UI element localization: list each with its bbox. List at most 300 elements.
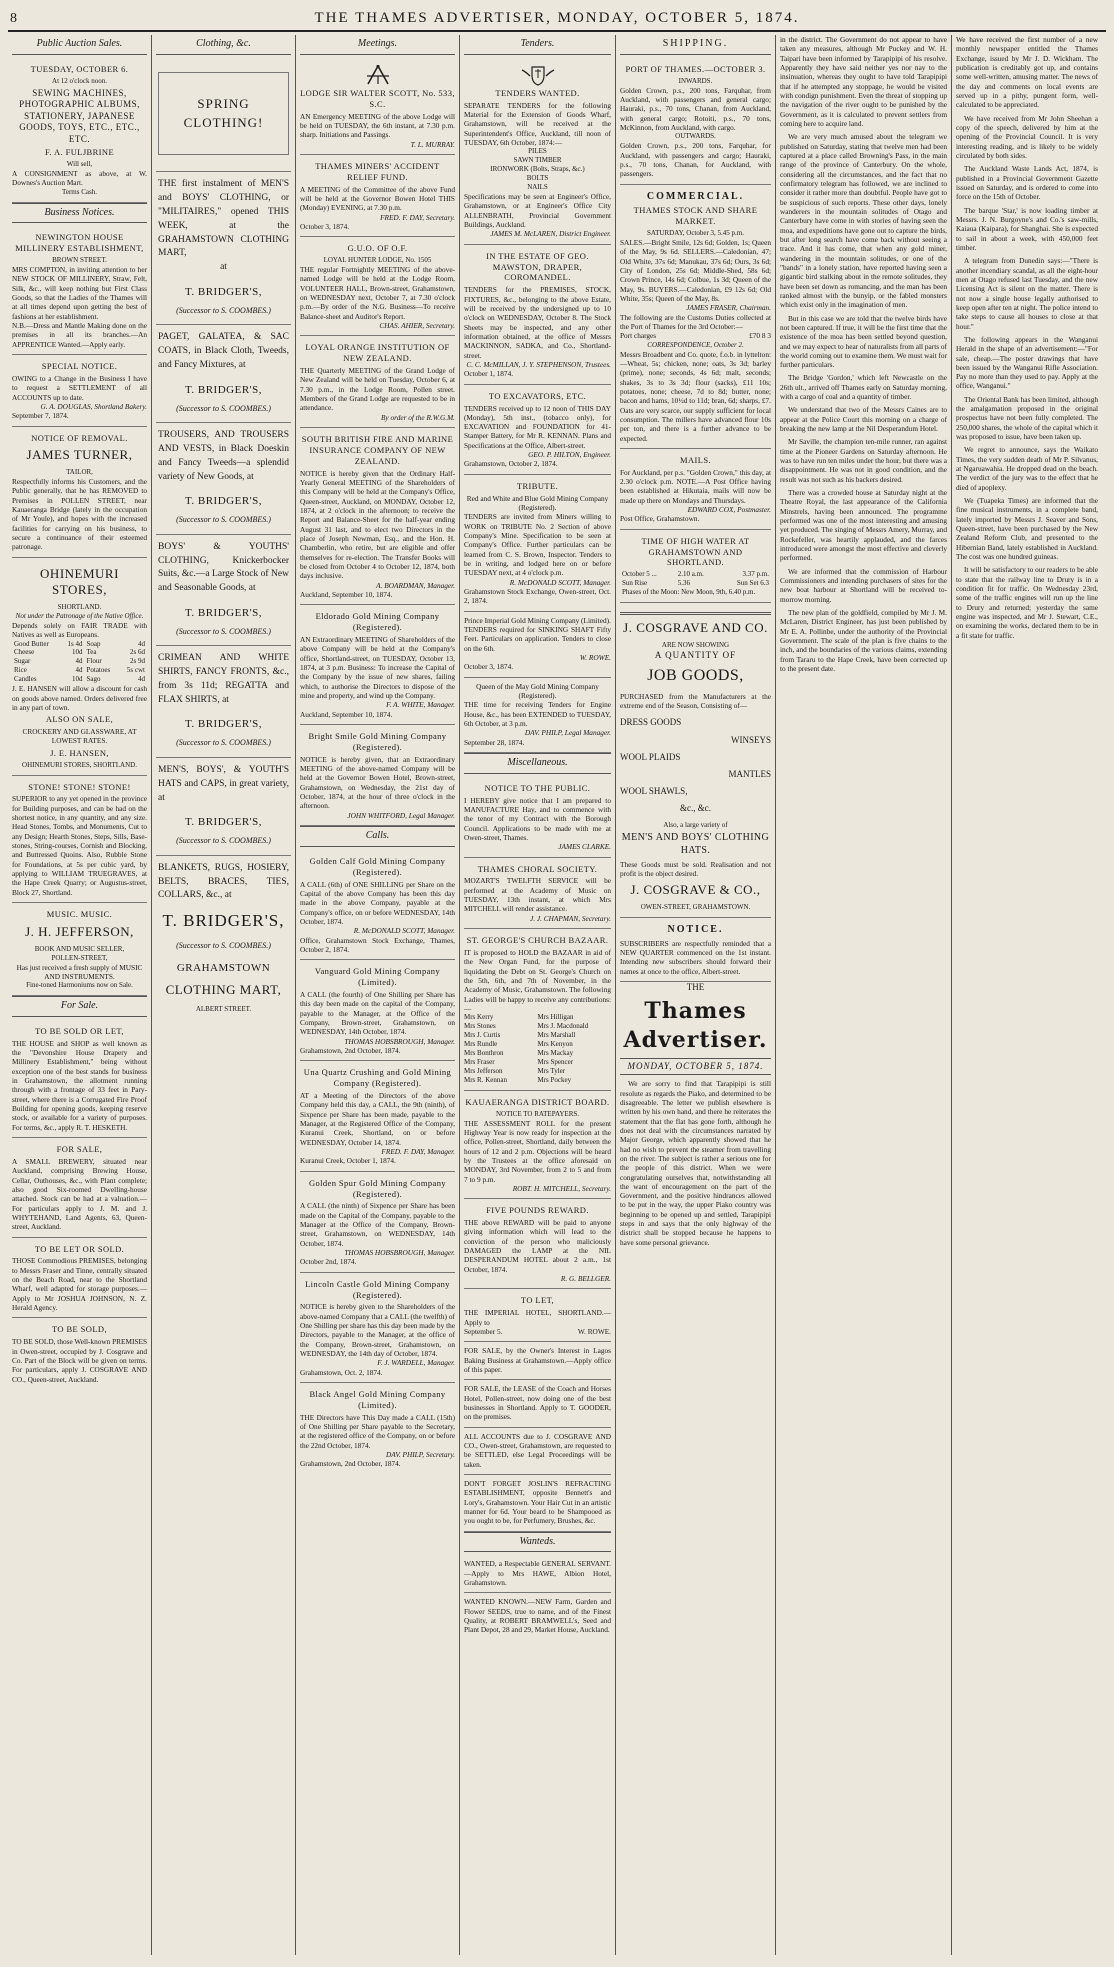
tailor-name: JAMES TURNER, — [26, 447, 133, 463]
ad-body: NOTICE is hereby given that the Ordinary Half-Yearly General MEETING of the Shareholders of this Company will be held at the Company's Office, Queen-street, Auckland, on MONDAY, October 12, 1874, at 2 o'clock in the afternoon; to receive the Report and Balance-Sheet for the half-year ending August 31 last, and to elect two Directors in the place of Joseph Newman, Esq., and the Hon. H. Chamberlin, who retire, but are eligible and offer themselves for re-election. The Transfer Books will be closed from October 4 to October 12, 1874, both days inclusive. — [300, 468, 455, 581]
section-heading: Public Auction Sales. — [12, 35, 147, 55]
bridger-successor: (Successor to S. COOMBES.) — [176, 403, 271, 413]
price-row: Rice 4d Potatoes 5s cwt — [14, 666, 145, 675]
news-paragraph: We are very much amused about the telegram we published on Saturday, stating that twelve men had been captured at a place called Browning's Pass, in the main range of the province of Canterbury. On the whole, considering all the circumstances, and the fact that no confirmatory telegram has followed, we are inclined to consider it rather more than doubtful. People have got to be suspicious of such reports. These other days, lonely wanderers in the mountain solitudes of Otago and Canterbury have come in with stories of having seen the moa, and expeditions have gone out to capture the birds, but after long search have come back without seeing a trace. And it has come, that when any gold miner, wandering in the mountain solitudes, or one of the "bands" in a lonely station, have reported having seen a gigantic bird stalking about in the remote solitudes, they have been set down as romancing, and the man has been ranked almost with the bunyip, or the fabled monsters which exist only in the imagination of men. — [780, 132, 947, 310]
ad-date: September 7, 1874. — [12, 411, 69, 421]
ad-title: TO BE LET OR SOLD. — [34, 1243, 125, 1254]
price-row: Sugar 4d Flour 2s 9d — [14, 657, 145, 666]
masthead — [8, 6, 1106, 32]
section-heading: SHIPPING. — [620, 35, 771, 55]
list-item: Mrs Spencer — [537, 1057, 574, 1066]
ad-signature: C. C. McMILLAN, J. Y. STEPHENSON, Trustees. — [466, 359, 611, 369]
divider — [620, 612, 771, 615]
ad-title: TO EXCAVATORS, ETC. — [488, 390, 587, 401]
proprietor: J. E. HANSEN, — [50, 747, 109, 758]
church-bazaar-ad — [464, 929, 611, 1091]
list-item: Mrs Mackay — [537, 1049, 574, 1058]
bridger-ad-6 — [156, 758, 291, 856]
mails-body: For Auckland, per p.s. "Golden Crown," this day, at 2.30 o'clock p.m. NOTE.—A Post Office having been established at Hikutaia, mails will now be made up there on Mondays and Thursdays. — [620, 467, 771, 505]
ad-body: BOYS' & YOUTHS' CLOTHING, Knickerbocker Suits, &c.—a Large Stock of New and Seasonable Goods, at — [158, 541, 289, 594]
ad-signature: FRED. F. DAY, Secretary. — [380, 212, 455, 222]
mails-title: MAILS. — [680, 454, 711, 465]
ad-body: Has just received a fresh supply of MUSIC AND INSTRUMENTS. — [16, 962, 143, 981]
ad-title: Eldorado Gold Mining Company (Registered). — [315, 611, 440, 633]
ad-signature: JAMES M. McLAREN, District Engineer. — [490, 229, 611, 239]
ad-body: IT is proposed to HOLD the BAZAAR in aid of the New Organ Fund, for the purpose of liquidating the Debt on St. George's Church on the 5th, 6th, and 7th of November, in the Academy of Music, Grahamstown. The following Ladies will be happy to receive any contributions:— — [464, 947, 611, 1013]
ad-title: LOYAL ORANGE INSTITUTION OF NEW ZEALAND. — [305, 342, 450, 364]
cosgrave-ad — [620, 603, 771, 918]
news-paragraph: We are informed that the commission of Harbour Commissioners and intending purchasers of sites for the new boat harbour at Shortland will be received to-morrow morning. — [780, 566, 947, 604]
cosgrave-items — [620, 710, 771, 821]
ad-subtitle: BROWN STREET. — [52, 256, 107, 265]
ad-signature: A. BOARDMAN, Manager. — [376, 580, 455, 590]
tribute-ad — [464, 475, 611, 612]
lincoln-castle-ad — [300, 1273, 455, 1383]
ad-title: KAUAERANGA DISTRICT BOARD. — [465, 1096, 610, 1107]
bridger-name: T. BRIDGER'S, — [184, 816, 263, 829]
ad-body: TENDERS received up to 12 noon of THIS DAY (Monday), 5th inst., (tobacco only), for EXCAVATION and FOUNDATION for 41-Stamper Battery, for Mr R. KENNAN. Plans and Specifications at the Office, Albert-street. — [464, 403, 611, 450]
ad-date: Kuranui Creek, October 1, 1874. — [300, 1156, 396, 1166]
section-heading: For Sale. — [12, 996, 147, 1017]
price-row: Candles 10d Sago 4d — [14, 675, 145, 684]
public-notice-ad — [464, 777, 611, 858]
mails-signature: EDWARD COX, Postmaster. — [687, 505, 771, 515]
section-heading: Clothing, &c. — [156, 35, 291, 55]
ad-body: A CALL (the ninth) of Sixpence per Share has been made on the Capital of the Company, payable to the Manager at the Office of the Company, Brown-street, Grahamstown, on WEDNESDAY, 14th October, 1874. — [300, 1201, 455, 1248]
spring-clothing-title: SPRING CLOTHING! — [158, 72, 289, 156]
outwards-body: Golden Crown, p.s., 200 tons, Farquhar, for Auckland, with passengers and cargo; Hauraki, p.s., 70 tons, Chanan, for Auckland, with passengers. — [620, 141, 771, 179]
ad-body: THE regular Fortnightly MEETING of the above-named Lodge will be held at the Lodge Room, VOLUNTEER HALL, Brown-street, Grahamstown, on WEDNESDAY next, October 7, at 7.30 o'clock p.m.—By order of the N.G. Business—To receive Balance-sheet and Auditor's Report. — [300, 265, 455, 321]
bridger-name: T. BRIDGER'S, — [184, 606, 263, 619]
spring-clothing-ad — [156, 58, 291, 173]
ad-body: THE Quarterly MEETING of the Grand Lodge of New Zealand will be held on Tuesday, October 6, at 7.30 p.m., in the Lodge Room, Pollen street. Members of the Grand Lodge are requested to be in attendance. — [300, 366, 455, 413]
auction-body: A CONSIGNMENT as above, at W. Downes's Auction Mart. — [12, 169, 147, 188]
special-notice-ad — [12, 355, 147, 427]
ad-title: ST. GEORGE'S CHURCH BAZAAR. — [466, 935, 609, 946]
small-ad — [464, 1342, 611, 1380]
section-heading: Tenders. — [464, 35, 611, 55]
ad-body: TO BE SOLD, those Well-known PREMISES in Owen-street, occupied by J. Cosgrave and Co. Part of the Block will be given on terms. For particulars, apply J. COSGRAVE AND CO., Queen-street, Auckland. — [12, 1337, 147, 1384]
material-item: NAILS — [527, 183, 548, 192]
millinery-ad — [12, 226, 147, 355]
commercial-section — [620, 185, 771, 449]
ad-title: LODGE SIR WALTER SCOTT, No. 533, S.C. — [300, 87, 455, 109]
ad-footer: Specifications may be seen at Engineer's Office, Grahamstown, or at Engineer's Office City ALLENBRATH, Provincial Government Buildings, Auckland. — [464, 192, 611, 230]
bridger-ad-1 — [156, 172, 291, 325]
share-market-body: SALES.—Bright Smile, 12s 6d; Golden, 1s; Queen of the May, 9s 6d. SELLERS.—Caledonian, 47; Old White, 37s 6d; Manukau, 37s 6d; Ours, 3s 6d; City of London, 25s 6d; Middle-Shed, 58s 6d; Crown Prince, 14s 6d; Colbue, 1s 3d; Queen of the May, 9s. BUYERS.—Caledonian, £9 12s 6d; Old White, 35s; Queen of the May, 8s. — [620, 238, 771, 303]
customs-body: The following are the Customs Duties collected at the Port of Thames for the 3rd October:— — [620, 312, 771, 331]
ad-title: Prince Imperial Gold Mining Company (Limited). — [464, 615, 611, 625]
ad-body: BLANKETS, RUGS, HOSIERY, BELTS, BRACES, TIES, COLLARS, &c., at — [158, 862, 289, 901]
ad-body: FOR SALE, by the Owner's Interest in Lagos Baking Business at Grahamstown.—Apply office of this paper. — [464, 1346, 611, 1374]
share-market-signature: JAMES FRASER, Chairman. — [686, 303, 771, 313]
news-paragraph: The Bridge 'Gordon,' which left Newcastle on the 26th ult., arrived off Thames early on Saturday morning, with a cargo of coal and a quantity of timber. — [780, 373, 947, 402]
mails-date: Post Office, Grahamstown. — [620, 514, 700, 524]
bridger-successor: (Successor to S. COOMBES.) — [176, 515, 271, 525]
sale-ad — [12, 1318, 147, 1389]
ad-date: Office, Grahamstown Stock Exchange, Thames, October 2, 1874. — [300, 935, 455, 954]
bridger-ad-7 — [156, 856, 291, 1022]
news-paragraph: We (Tuapeka Times) are informed that the fine musical instruments, in a complete band, lately imported by Messrs J. Seaver and Sons, Queen-street, have been purchased by the New Zealand Reform Club, and presented to the Hibernian Band, lately established in Auckland. The cost was one hundred guineas. — [956, 496, 1098, 562]
section-heading: Wanteds. — [464, 1532, 611, 1553]
column-news-1 — [776, 35, 952, 1955]
ad-body: FOR SALE, the LEASE of the Coach and Horses Hotel, Pollen-street, now doing one of the best businesses in Shortland. Apply to T. GOODER, on the premises. — [464, 1384, 611, 1422]
ad-title: G.U.O. OF O.F. — [347, 243, 408, 254]
ad-title: NOTICE OF REMOVAL. — [31, 432, 128, 443]
coat-of-arms-icon — [464, 64, 611, 86]
section-heading: Miscellaneous. — [464, 753, 611, 774]
ad-signature: CHAS. AHIER, Secretary. — [379, 321, 455, 331]
customs-row — [620, 331, 771, 340]
section-heading: Calls. — [300, 826, 455, 847]
wanted-ad — [464, 1593, 611, 1639]
table-row: October 5 ... 2.10 a.m. 3.37 p.m. — [622, 570, 769, 579]
paper-dateline: MONDAY, OCTOBER 5, 1874. — [620, 1058, 771, 1076]
ad-title: TRIBUTE. — [516, 480, 559, 491]
cosgrave-also: Also, a large variety of — [663, 820, 728, 829]
auction-date: TUESDAY, OCTOBER 6. — [30, 63, 129, 74]
seller-name: J. H. JEFFERSON, — [25, 923, 134, 939]
tenders-wanted-ad — [464, 58, 611, 245]
list-item: Mrs Stones — [464, 1022, 496, 1031]
ad-signature: W. ROWE. — [579, 652, 611, 662]
editorial — [620, 982, 771, 1247]
ad-date: Grahamstown Stock Exchange, Owen-street, Oct. 2, 1874. — [464, 586, 611, 606]
ad-signature: R. McDONALD SCOTT, Manager. — [509, 577, 611, 587]
commercial-title: COMMERCIAL. — [646, 190, 745, 202]
ad-title: STONE! STONE! STONE! — [28, 781, 131, 792]
prince-imperial-ad — [464, 612, 611, 678]
list-item: WINSEYS — [731, 734, 771, 745]
bridger-successor: (Successor to S. COOMBES.) — [176, 940, 271, 950]
port-title: PORT OF THAMES.—OCTOBER 3. — [625, 63, 766, 74]
ad-title: Una Quartz Crushing and Gold Mining Company (Registered). — [303, 1067, 452, 1089]
ad-at: at — [220, 262, 227, 273]
ad-signature: R. McDONALD SCOTT, Manager. — [353, 926, 455, 936]
material-item: BOLTS — [526, 174, 549, 183]
ad-body: WANTED, a Respectable GENERAL SERVANT.—Apply to Mrs HAWE, Albion Hotel, Grahamstown. — [464, 1559, 611, 1588]
stone-ad — [12, 776, 147, 903]
vanguard-ad — [300, 960, 455, 1061]
news-paragraph: A telegram from Dunedin says:—"There is another incendiary scandal, as all the eight-hour men at Otago refused last Tuesday, and the new Licensing Act is silent on the matter. There is not now a single house legally authorised to keep open after ten at night. The police intend to take steps to cause all houses to close at that hour." — [956, 256, 1098, 331]
column-tenders — [460, 35, 616, 1955]
district-board-ad — [464, 1091, 611, 1199]
ad-title: TO BE SOLD OR LET, — [35, 1025, 124, 1036]
ad-body: THOSE Commodious PREMISES, belonging to Messrs Fraser and Tinne, centrally situated on the Beach Road, near to the Shortland Wharf, well adapted for storage purposes.—Apply to Mr JOSHUA JOHNSON, N. Z. Herald Agency. — [12, 1256, 147, 1313]
sale-ad — [12, 1138, 147, 1238]
price-row: Cheese 10d Tea 2s 6d — [14, 648, 145, 657]
ad-body: OWING to a Change in the Business I have to request a SETTLEMENT of all ACCOUNTS up to date. — [12, 373, 147, 402]
cosgrave-qty: A QUANTITY OF — [654, 649, 737, 660]
ad-title: Lincoln Castle Gold Mining Company (Registered). — [305, 1278, 450, 1300]
ad-body: NOTICE is hereby given, that an Extraordinary MEETING of the above-named Company will be held at the Governor Bowen Hotel, Brown-street, Grahamstown, on Wednesday, the 21st day of October, 1874, at the hour of three o'clock in the afternoon. — [300, 754, 455, 811]
ad-body: THE time for receiving Tenders for Engine House, &c., has been EXTENDED to TUESDAY, 6th October, at 3 p.m. — [464, 700, 611, 728]
news-paragraph: The Auckland Waste Lands Act, 1874, is published in a Provincial Government Gazette issued on Saturday, and is ordered to come into force on the 15th of October. — [956, 164, 1098, 202]
list-item: DRESS GOODS — [620, 717, 682, 728]
news-paragraph: But in this case we are told that the twelve birds have not been captured. If true, it will be the first time that the existence of the moa has been settled beyond question, and we may expect to hear of naturalists from all parts of the world coming out to examine them. We must wait for further particulars. — [780, 313, 947, 370]
ad-signature: G. A. DOUGLAS, Shortland Bakery. — [40, 401, 147, 411]
clothing-mart: CLOTHING MART, — [165, 982, 282, 998]
ad-body: THE ASSESSMENT ROLL for the present Highway Year is now ready for inspection at the office, Pollen-street, Shortland, daily between the hours of 12 and 2 p.m. Objections will be heard by the Trustees at the office aforesaid on MONDAY, 3rd November, from 2 to 5 and from 7 to 9 p.m. — [464, 1118, 611, 1184]
excavators-ad — [464, 385, 611, 475]
ad-signature: JAMES CLARKE. — [558, 842, 611, 852]
ad-body: A MEETING of the Committee of the above Fund will be held at the Governor Bowen Hotel THIS (Monday) EVENING, at 7.30 p.m. — [300, 184, 455, 213]
ad-body: THE HOUSE and SHOP as well known as the "Devonshire House Drapery and Millinery Establishment," being without exception one of the best stands for business in Grahamstown, the allotment running through with a frontage of 33 feet in Pary-street, where there is a Corrugated Fire Proof Building for opening goods, keeping reserve stock, or available for a variety of purposes. For terms, &c., apply R. T. HESKETH. — [12, 1038, 147, 1132]
ad-body: THE Directors have This Day made a CALL (15th) of One Shilling per Share payable to the Secretary, at the registered office of the Company, on or before the 22nd October, 1874. — [300, 1412, 455, 1450]
ad-signature: THOMAS HOBSBROUGH, Manager. — [344, 1248, 455, 1258]
ad-date: Auckland, September 10, 1874. — [300, 589, 393, 599]
small-ad — [464, 1475, 611, 1532]
golden-spur-ad — [300, 1172, 455, 1273]
bridger-name: T. BRIDGER'S, — [184, 495, 263, 508]
newspaper-title: THE THAMES ADVERTISER, MONDAY, OCTOBER 5, 1874. — [314, 10, 800, 26]
ad-body: DON'T FORGET JOSLIN'S REFRACTING ESTABLISHMENT, opposite Bennett's and Lory's, Grahamstown. Your Hair Cut in an artistic manner for 6d. Your beard to be Shampooed as you ought to be, for Perfumery, Brushes, &c. — [464, 1478, 611, 1526]
list-item: Mrs Tyler — [537, 1066, 566, 1075]
ad-body: MEN'S, BOYS', & YOUTH'S HATS and CAPS, in great variety, at — [158, 764, 289, 803]
bridger-successor: (Successor to S. COOMBES.) — [176, 305, 271, 315]
seller-street: POLLEN-STREET, — [51, 953, 108, 962]
store-location: SHORTLAND. — [57, 602, 102, 611]
bridger-ad-3 — [156, 423, 291, 535]
small-ad — [464, 1380, 611, 1427]
ad-date: Grahamstown, 2nd October, 1874. — [300, 1459, 401, 1469]
ad-body: ALL ACCOUNTS due to J. COSGRAVE AND CO., Owen-street, Grahamstown, are requested to be SETTLED, else Legal Proceedings will be taken. — [464, 1431, 611, 1469]
column-auctions — [8, 35, 152, 1955]
store-subtitle: Not under the Patronage of the Native Office. — [15, 611, 144, 620]
list-item: Mrs J. Macdonald — [537, 1022, 589, 1031]
column-clothing — [152, 35, 296, 1955]
list-item: Mrs Fraser — [464, 1057, 495, 1066]
notice-body: SUBSCRIBERS are respectfully reminded that a NEW QUARTER commenced on the 1st instant. Intending new subscribers should forward their names at once to the office, Albert-street. — [620, 938, 771, 976]
ad-footnote: N.B.—Dress and Mantle Making done on the premises in all its branches.—An APPRENTICE Wanted.—Apply early. — [12, 321, 147, 349]
ad-body: MRS COMPTON, in inviting attention to her NEW STOCK OF MILLINERY, Straw, Felt, Silk, &c., will keep nothing but First Class Goods, so that the Ladies of the Thames will at all times depend upon getting the best of fashions at her establishment. — [12, 265, 147, 321]
bridger-ad-5 — [156, 646, 291, 758]
news-paragraph: The following appears in the Wanganui Herald in the shape of an advertisement:—"For sale, cheap.—The poster drawings that have been issued by the Wanganui Rifle Association. Pay no more than they used to pay. Apply at the office, Wanganui." — [956, 334, 1098, 391]
cosgrave-now: ARE NOW SHOWING — [661, 640, 730, 649]
choral-ad — [464, 858, 611, 930]
ad-body: THE IMPERIAL HOTEL, SHORTLAND.—Apply to — [464, 1308, 611, 1327]
auction-time: At 12 o'clock noon. — [52, 76, 107, 85]
ad-date: October 3, 1874. — [300, 221, 350, 231]
ad-title: Bright Smile Gold Mining Company (Registered). — [308, 731, 447, 752]
ad-signature: JOHN WHITFORD, Legal Manager. — [347, 810, 455, 820]
bright-smile-ad — [300, 725, 455, 826]
cosgrave-name: J. COSGRAVE AND CO. — [623, 620, 768, 636]
column-news-2 — [952, 35, 1102, 1955]
ad-body: A CALL (the fourth) of One Shilling per Share has this day been made on the capital of the Company, payable to the Manager, at the Office of the Company, Brown-street, Grahamstown, on WEDNESDAY, 14th October, 1874. — [300, 989, 455, 1037]
news-paragraph: We regret to announce, says the Waikato Times, the very sudden death of Mr P. Silvanus, at Ngaruawahia. He dropped dead on the beach. The verdict of the jury was to the effect that he died of apoplexy. — [956, 445, 1098, 492]
ad-date: Auckland, September 10, 1874. — [300, 709, 393, 719]
bridger-ad-2 — [156, 325, 291, 423]
material-item: IRONWORK (Bolts, Straps, &c.) — [490, 165, 585, 174]
shipping-news — [620, 58, 771, 185]
store-extra: J. E. HANSEN will allow a discount for cash on goods above named. Orders delivered free in any part of town. — [12, 684, 147, 712]
masonic-emblem-icon — [300, 64, 455, 86]
miners-relief-ad — [300, 155, 455, 237]
list-item: Mrs Bonthron — [464, 1049, 504, 1058]
editorial-paragraph: We are sorry to find that Tarapipipi is still resolute as regards the Piako, and determined to be disagreeable. The letter we publish elsewhere is written by his own hand, and there he reiterates the statement that the flat has gone forth, although he does not deal with the circumstances narrated by Major George, which apparently showed that he had no wish to prevent the steamer from travelling on the river. The subject is rather a serious one for the people of this district. When we were congratulating ourselves that, notwithstanding all the want of encouragement on the part of the Government, and the positive hindrances allowed to be put in the way, the upper Piako country was beginning to be opened up and settled, Tarapipipi steps in and says that the only highway of the district shall be stopped because he happens to have some personal grievance. — [620, 1079, 771, 1247]
notice-title: NOTICE. — [667, 923, 724, 935]
ad-body: AT a Meeting of the Directors of the above Company held this day, a CALL, the 9th (ninth), of Sixpence per Share has been made, payable to the Manager, at the Registered Office of the Company, Kuranui Creek, Shortland, on or before WEDNESDAY, October 14, 1874. — [300, 1091, 455, 1147]
ad-title: Queen of the May Gold Mining Company (Registered). — [476, 681, 599, 700]
bridger-successor: (Successor to S. COOMBES.) — [176, 626, 271, 636]
ad-date: October 2nd, 1874. — [300, 1257, 357, 1267]
auctioneer: F. A. FULJBRINE — [44, 147, 115, 158]
list-item: WOOL SHAWLS, — [620, 785, 688, 796]
outwards-label: OUTWARDS. — [675, 132, 716, 141]
ad-title: NOTICE TO THE PUBLIC. — [484, 782, 591, 793]
share-market-date: SATURDAY, October 3, 5.45 p.m. — [646, 229, 745, 238]
list-item: Mrs Pockey — [537, 1075, 572, 1084]
ad-title: TO BE SOLD, — [51, 1324, 107, 1335]
ad-body: A CALL (6th) of ONE SHILLING per Share on the Capital of the above Company has been this day made in the above Company, payable at the Company's office, on or before WEDNESDAY, 14th October, 1874. — [300, 879, 455, 926]
ad-signature: T. L. MURRAY. — [410, 139, 455, 149]
sale-ad — [12, 1020, 147, 1138]
ad-body: THE first instalment of MEN'S and BOYS' CLOTHING, or "MILITAIRES," opened THIS WEEK, at the GRAHAMSTOWN CLOTHING MART, — [158, 179, 289, 259]
ad-subtitle: Red and White and Blue Gold Mining Company (Registered). — [466, 493, 609, 512]
ad-date: September 5. — [464, 1326, 503, 1336]
list-item: &c., &c. — [680, 802, 711, 813]
cosgrave-job-goods: JOB GOODS, — [647, 667, 744, 685]
ad-signature: ROBT. H. MITCHELL, Secretary. — [512, 1183, 611, 1193]
bridger-name: T. BRIDGER'S, — [184, 383, 263, 396]
ad-date: October 3, 1874. — [464, 662, 514, 672]
ad-signature: J. J. CHAPMAN, Secretary. — [530, 913, 611, 923]
ohinemuri-stores-ad — [12, 558, 147, 776]
ad-body: TENDERS are invited from Miners willing to WORK on TRIBUTE No. 2 Section of above Company's Mine. Specification to be seen at Company's Office. Further particulars can be learned from C. S. Brown, Inspector. Tenders to be in writing, and lodged here on or before TUESDAY next, at 4 o'clock p.m. — [464, 512, 611, 578]
tailor-trade: TAILOR, — [66, 468, 93, 477]
ad-subtitle: LOYAL HUNTER LODGE, No. 1505 — [323, 256, 432, 265]
oddfellows-ad — [300, 237, 455, 336]
ad-footer — [464, 1327, 611, 1336]
grain-body: Messrs Broadbent and Co. quote, f.o.b. in lyttelton:—Wheat, 5s; chicken, none; oats, 3s 3d; barley (prime), none; seconds, 4s 6d; malt, seconds; shakes, 3s to 3s 3d; flour (sacks), £11 10s; potatoes, none; cheese, 7d to 8d; butter, none; bacon and hams, 10½d to 11d; bran, 6d; sharps, £7. Oats are very scarce, our supply sufficient for local consumption. The millers have advanced flour 10s per ton, and there is a further advance to be expected. — [620, 349, 771, 443]
news-paragraph: We understand that two of the Messrs Caines are to appear at the Police Court this morning on a charge of breaking the new lamp at the Nil Desperandum Hotel. — [780, 405, 947, 434]
ad-body: WANTED KNOWN.—NEW Farm, Garden and Flower SEEDS, true to name, and of the Finest Quality, at ROBERT BRAMWELL's, Seed and Plant Depot, 28 and 29, Market House, Auckland. — [464, 1597, 611, 1635]
ad-footer: Fine-toned Harmoniums now on Sale. — [26, 981, 133, 990]
black-angel-ad — [300, 1383, 455, 1474]
news-paragraph: We have received from Mr John Sheehan a copy of the speech, delivered by him at the opening of the Provincial Council. It is very interesting reading, and is likely to be widely circulated by both sides. — [956, 113, 1098, 160]
news-paragraph: The barque 'Star,' is now loading timber at Messrs. J. N. Burgoyne's and Co.'s saw-mills, Kaiaua (Kaipara), for Shanghai. She is expected to sail in about a week, with 450,000 feet timber. — [956, 205, 1098, 252]
material-item: PILES — [528, 147, 547, 156]
ad-signature: DAV. PHILP, Legal Manager. — [524, 728, 611, 738]
ad-date: Grahamstown, 2nd October, 1874. — [300, 1045, 401, 1055]
section-heading: Meetings. — [300, 35, 455, 55]
subscriber-notice — [620, 918, 771, 982]
column-meetings — [296, 35, 460, 1955]
ad-date: Grahamstown, Oct. 2, 1874. — [300, 1367, 383, 1377]
ad-subtitle: NOTICE TO RATEPAYERS. — [495, 1109, 580, 1118]
share-market-title: THAMES STOCK AND SHARE MARKET. — [633, 205, 758, 227]
bridger-ad-4 — [156, 535, 291, 647]
to-let-ad — [464, 1289, 611, 1342]
eldorado-ad — [300, 605, 455, 725]
ad-body: PAGET, GALATEA, & SAC COATS, in Black Cloth, Tweeds, and Fancy Mixtures, at — [158, 332, 289, 370]
list-item: Mrs R. Kennan — [464, 1075, 507, 1084]
ad-body: TENDERS for the PREMISES, STOCK, FIXTURES, &c., belonging to the above Estate, will be received by the undersigned up to 10 o'clock on WEDNESDAY, October 8. The Stock Sheets may be inspected, and any other information obtained, at the office of Messrs MACKINNON, SADKA, and Co., Shortland-street. — [464, 285, 611, 360]
ad-title: Black Angel Gold Mining Company (Limited). — [309, 1389, 446, 1410]
ad-signature: F. J. WARDELL, Manager. — [377, 1358, 455, 1368]
ad-title: Vanguard Gold Mining Company (Limited). — [314, 966, 441, 988]
ad-date: September 28, 1874. — [464, 737, 525, 747]
wanted-ad — [464, 1555, 611, 1593]
ad-body: Respectfully informs his Customers, and the Public generally, that he has REMOVED to Premises in POLLEN STREET, near Kauaeranga Bridge (lately in the occupation of Mr Youle), and hopes with the increased facilities for carrying on his business, to secure a continuance of their esteemed patronage. — [12, 477, 147, 552]
price-row: Good Butter 1s 4d Soap 4d — [14, 639, 145, 648]
insurance-ad — [300, 428, 455, 605]
list-item: MANTLES — [728, 768, 771, 779]
bridger-name: T. BRIDGER'S, — [184, 718, 263, 731]
ad-title: TO LET, — [520, 1295, 555, 1306]
proprietor-store: OHINEMURI STORES, SHORTLAND. — [22, 760, 137, 769]
column-shipping — [616, 35, 776, 1955]
reward-ad — [464, 1199, 611, 1289]
ad-body: TROUSERS, AND TROUSERS AND VESTS, in Black Doeskin and Fancy Tweeds—a splendid variety of New Goods, at — [158, 430, 289, 482]
ad-body: MOZART'S TWELFTH SERVICE will be performed at the Academy of Music on TUESDAY, 13th instant, at which Mrs MITCHELL will render assistance. — [464, 876, 611, 914]
bridger-successor: (Successor to S. COOMBES.) — [176, 836, 271, 846]
paper-the: THE — [686, 981, 705, 992]
seller-trade: BOOK AND MUSIC SELLER, — [34, 944, 125, 953]
ad-signature: DAV. PHILP, Secretary. — [385, 1450, 455, 1460]
list-item: Mrs Rundle — [464, 1040, 498, 1049]
ad-title: FIVE POUNDS REWARD. — [486, 1205, 589, 1216]
will-sell: Will sell, — [66, 160, 93, 169]
table-row: Phases of the Moon: New Moon, 9th, 6.40 p.m. — [622, 588, 756, 597]
paper-gothic-title: Thames Advertiser. — [623, 998, 768, 1053]
ad-signature: W. ROWE. — [577, 1326, 611, 1336]
correspondence-label: CORRESPONDENCE, October 2. — [647, 340, 744, 349]
ad-title: SOUTH BRITISH FIRE AND MARINE INSURANCE COMPANY OF NEW ZEALAND. — [301, 434, 454, 466]
ad-body: AN Extraordinary MEETING of Shareholders of the above Company will be held at the Company's office, Shortland-street, on TUESDAY, October 13, 1874, at 3 p.m. Business: To increase the Capital of the Company by the issue of new shares, failing which, to authorise the Directors to dispose of the mine and property, and wind up the Company. — [300, 635, 455, 701]
cosgrave-hats: MEN'S AND BOYS' CLOTHING HATS. — [621, 831, 770, 856]
golden-calf-ad — [300, 850, 455, 960]
news-paragraph: There was a crowded house at Saturday night at the Theatre Royal, the last appearance of the California Minstrels, having been announced. The programme performed was one of the most interesting and amusing yet produced. The singing of Messrs Amery, Murray, and Rockefeller, was heartily applauded, and the farces introduced were amongst the most effective and cleverly performed. — [780, 488, 947, 563]
list-item: WOOL PLAIDS — [620, 751, 681, 762]
news-paragraph: The Oriental Bank has been limited, although the amalgamation proposed in the original prospectus have not been fully completed. The 250,000 shares, the whole of the capital which it was proposed to issue, have been taken up. — [956, 394, 1098, 442]
inwards-label: INWARDS. — [678, 76, 713, 85]
list-item: Mrs Kerry — [464, 1013, 494, 1022]
news-paragraph: The new plan of the goldfield, compiled by Mr J. M. McLaren, District Engineer, has just been published by Mr E. A. Pollinbe, under the authority of the Provincial Government. The scale of the plan is five chains to the inch, and the boundaries of the various claims, extending from Tararu to the Hape Creek, have been corrected up to the present date. — [780, 608, 947, 673]
material-item: SAWN TIMBER — [513, 156, 562, 165]
price-list — [12, 640, 147, 685]
mails-section — [620, 449, 771, 530]
orange-ad — [300, 336, 455, 428]
section-heading: Business Notices. — [12, 203, 147, 224]
ad-signature: FRED. F. DAY, Manager. — [381, 1147, 455, 1156]
ad-body: I HEREBY give notice that I am prepared to MANUFACTURE Hay, and to commence with the tenor of my Contract with the Borough Council. Applications to be made with me at Owen-street, Thames. — [464, 795, 611, 842]
customs-value: £70 8 3 — [749, 331, 771, 341]
cosgrave-footer: These Goods must be sold. Realisation and not profit is the object desired. — [620, 859, 771, 878]
store-name: OHINEMURI STORES, — [40, 565, 119, 598]
ad-body: NOTICE is hereby given to the Shareholders of the above-named Company that a CALL (the twelfth) of One Shilling per share has this day been made by the Directors, payable to the Manager, at the office of the Company, Brown-street, Grahamstown, on WEDNESDAY, the 14th day of October, 1874. — [300, 1302, 455, 1359]
una-ad — [300, 1061, 455, 1171]
ad-signature: By order of the R.W.G.M. — [380, 412, 455, 422]
tide-table — [620, 530, 771, 603]
ad-body: SEPARATE TENDERS for the following Material for the Extension of Goods Wharf, Grahamstown, will be received at the Superintendent's Office, Auckland, till noon of TUESDAY, 6th October, 1874:— — [464, 100, 611, 147]
ad-title: MUSIC. MUSIC. — [46, 909, 113, 920]
auction-terms: Terms Cash. — [62, 187, 97, 196]
ad-signature: GEO. P. HILTON, Engineer. — [528, 450, 611, 460]
ad-date: October 1, 1874. — [464, 369, 514, 379]
ad-body: SUPERIOR to any yet opened in the province for Building purposes, and can be had on the shortest notice, in any quantity, and any size. Head Stones, Tombs, and Monuments, Cut to any Design; Hearth Stones, Steps, Sills, Base-stones, String-courses, Cornish and Blocking, and Buttressed Quoins. Also, Rubble Stone for Foundations, at 5s per cubic yard, by applying to WILLIAM TRUEGRAVES, at the Hape Creek Quarry; or Augustus-street, Block 27, Shortland. — [12, 794, 147, 897]
ad-title: TENDERS WANTED. — [495, 87, 580, 98]
ad-title: IN THE ESTATE OF GEO. MAWSTON, DRAPER, COROMANDEL. — [486, 250, 589, 283]
ladies-list — [464, 1013, 611, 1085]
list-item: Mrs Kenyon — [537, 1040, 573, 1049]
bridger-name: T. BRIDGER'S, — [184, 285, 263, 298]
ad-title: NEWINGTON HOUSE MILLINERY ESTABLISHMENT, — [15, 232, 144, 254]
estate-ad — [464, 245, 611, 385]
music-ad — [12, 903, 147, 996]
page-number: 8 — [10, 11, 19, 26]
